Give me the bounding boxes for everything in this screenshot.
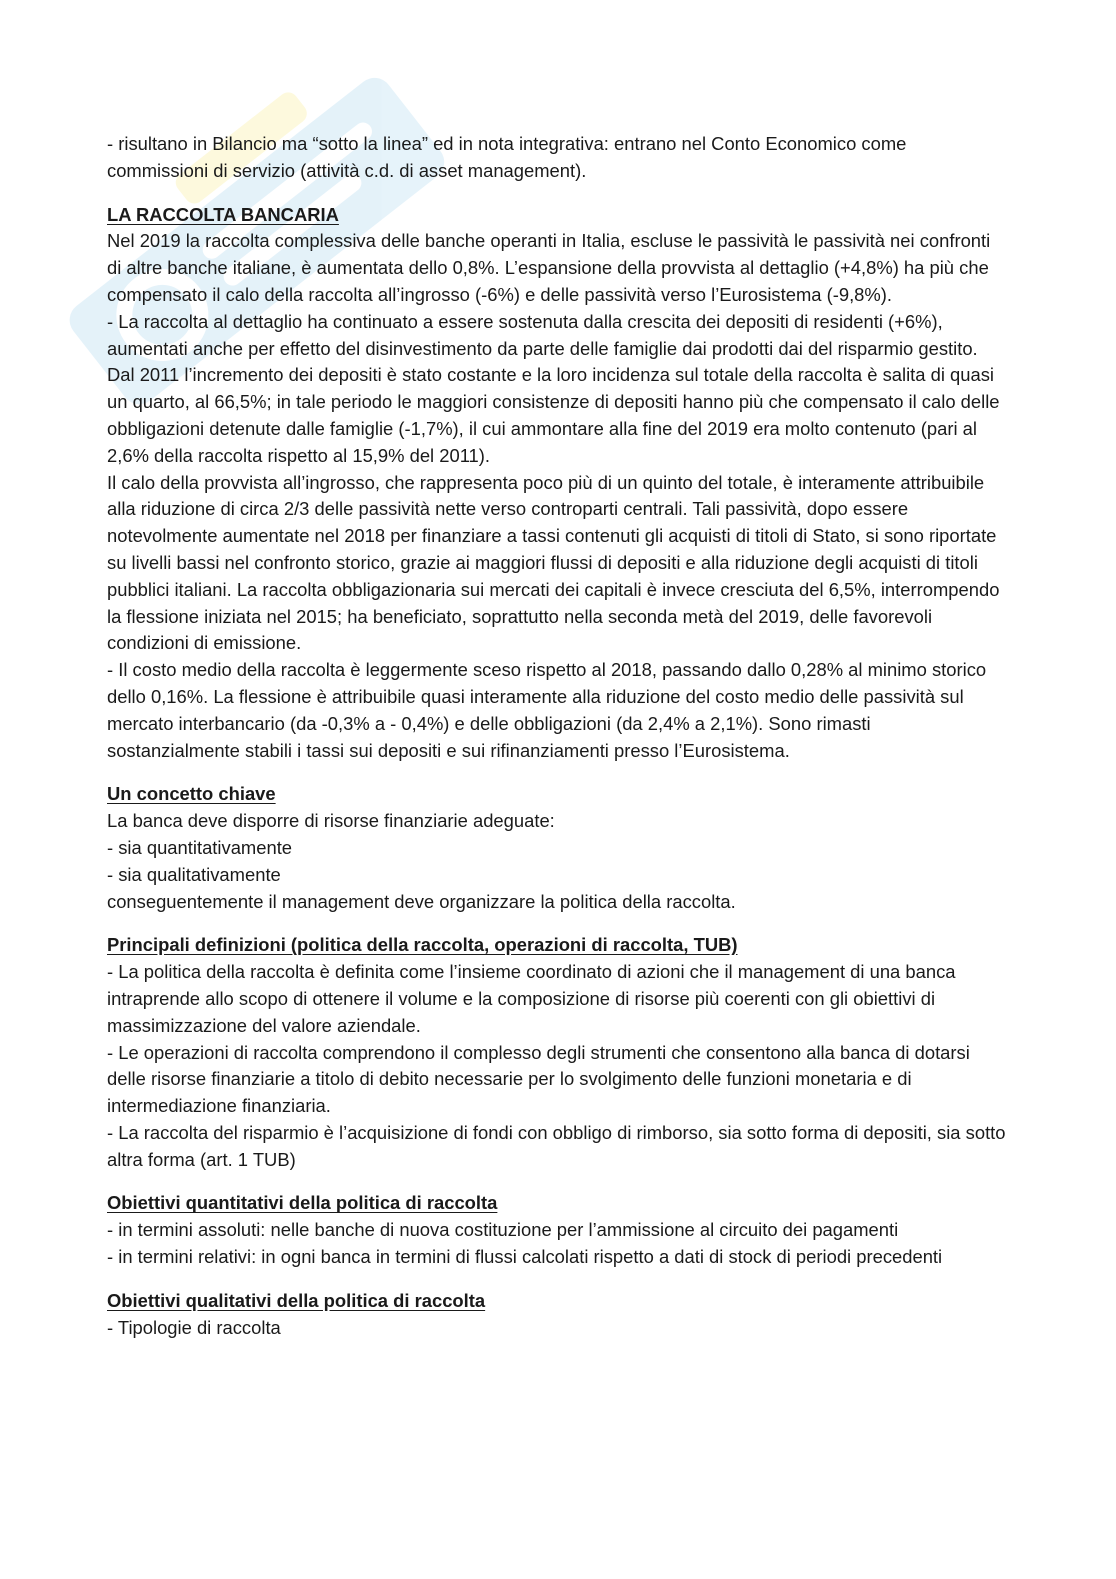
list-item: - in termini relativi: in ogni banca in termini di flussi calcolati rispetto a dati di stock di periodi precedenti [107, 1246, 943, 1268]
intro-paragraph: - risultano in Bilancio ma “sotto la linea” ed in nota integrativa: entrano nel Conto Economico come commissioni di servizio (attività c.d. di asset management). [107, 133, 907, 181]
document-page [107, 131, 1007, 1341]
section-obiettivi-quantitativi [107, 1190, 1007, 1270]
section-obiettivi-qualitativi [107, 1288, 1007, 1342]
list-item: - sia qualitativamente [107, 863, 281, 885]
heading-principali-definizioni: Principali definizioni (politica della raccolta, operazioni di raccolta, TUB) [107, 934, 738, 956]
paragraph: - Il costo medio della raccolta è leggermente sceso rispetto al 2018, passando dallo 0,28% al minimo storico dello 0,16%. La flessione è attribuibile quasi interamente alla riduzione del costo medio delle passività sul mercato interbancario (da -0,3% a - 0,4%) e delle obbligazioni (da 2,4% a 2,1%). Sono rimasti sostanzialmente stabili i tassi sui depositi e sui rifinanziamenti presso l’Eurosistema. [107, 659, 987, 761]
heading-obiettivi-quantitativi: Obiettivi quantitativi della politica di raccolta [107, 1192, 498, 1214]
list-item: - in termini assoluti: nelle banche di nuova costituzione per l’ammissione al circuito dei pagamenti [107, 1219, 899, 1241]
paragraph: - La raccolta al dettaglio ha continuato a essere sostenuta dalla crescita dei depositi di residenti (+6%), aumentati anche per effetto del disinvestimento da parte delle famiglie dai prodotti dai del risparmio gestito. Dal 2011 l’incremento dei depositi è stato costante e la loro incidenza sul totale della raccolta è salita di quasi un quarto, al 66,5%; in tale periodo le maggiori consistenze di depositi hanno più che compensato il calo delle obbligazioni detenute dalle famiglie (-1,7%), il cui ammontare alla fine del 2019 era molto contenuto (pari al 2,6% della raccolta rispetto al 15,9% del 2011). [107, 310, 1000, 466]
list-item: - sia quantitativamente [107, 836, 293, 858]
section-principali-definizioni [107, 932, 1007, 1173]
list-item: - Tipologie di raccolta [107, 1316, 281, 1338]
text-line: La banca deve disporre di risorse finanziarie adeguate: [107, 810, 555, 832]
list-item: - La politica della raccolta è definita come l’insieme coordinato di azioni che il management di una banca intraprende allo scopo di ottenere il volume e la composizione di risorse più coerenti con gli obiettivi di massimizzazione del valore aziendale. [107, 961, 956, 1036]
paragraph: Il calo della provvista all’ingrosso, che rappresenta poco più di un quinto del totale, è interamente attribuibile alla riduzione di circa 2/3 delle passività nette verso controparti centrali. Tali passività, dopo essere notevolmente aumentate nel 2018 per finanziare a tassi contenuti gli acquisti di titoli di Stato, si sono riportate su livelli bassi nel confronto storico, grazie ai maggiori flussi di depositi e alla riduzione degli acquisti di titoli pubblici italiani. La raccolta obbligazionaria sui mercati dei capitali è invece cresciuta del 6,5%, interrompendo la flessione iniziata nel 2015; ha beneficiato, soprattutto nella seconda metà del 2019, delle favorevoli condizioni di emissione. [107, 471, 1000, 654]
list-item: - Le operazioni di raccolta comprendono il complesso degli strumenti che consentono alla banca di dotarsi delle risorse finanziarie a titolo di debito necessarie per lo svolgimento delle funzioni monetaria e di intermediazione finanziaria. [107, 1041, 970, 1117]
heading-obiettivi-qualitativi: Obiettivi qualitativi della politica di raccolta [107, 1289, 486, 1311]
paragraph: Nel 2019 la raccolta complessiva delle banche operanti in Italia, escluse le passività le passività nei confronti di altre banche italiane, è aumentata dello 0,8%. L’espansione della provvista al dettaglio (+4,8%) ha più che compensato il calo della raccolta all’ingrosso (-6%) e delle passività verso l’Eurosistema (-9,8%). [107, 230, 991, 305]
list-item: - La raccolta del risparmio è l’acquisizione di fondi con obbligo di rimborso, sia sotto forma di depositi, sia sotto altra forma (art. 1 TUB) [107, 1121, 1006, 1170]
heading-concetto-chiave: Un concetto chiave [107, 783, 276, 805]
section-raccolta-bancaria [107, 202, 1007, 765]
text-line: conseguentemente il management deve organizzare la politica della raccolta. [107, 890, 736, 912]
heading-raccolta-bancaria: LA RACCOLTA BANCARIA [107, 203, 339, 225]
section-concetto-chiave [107, 781, 1007, 915]
